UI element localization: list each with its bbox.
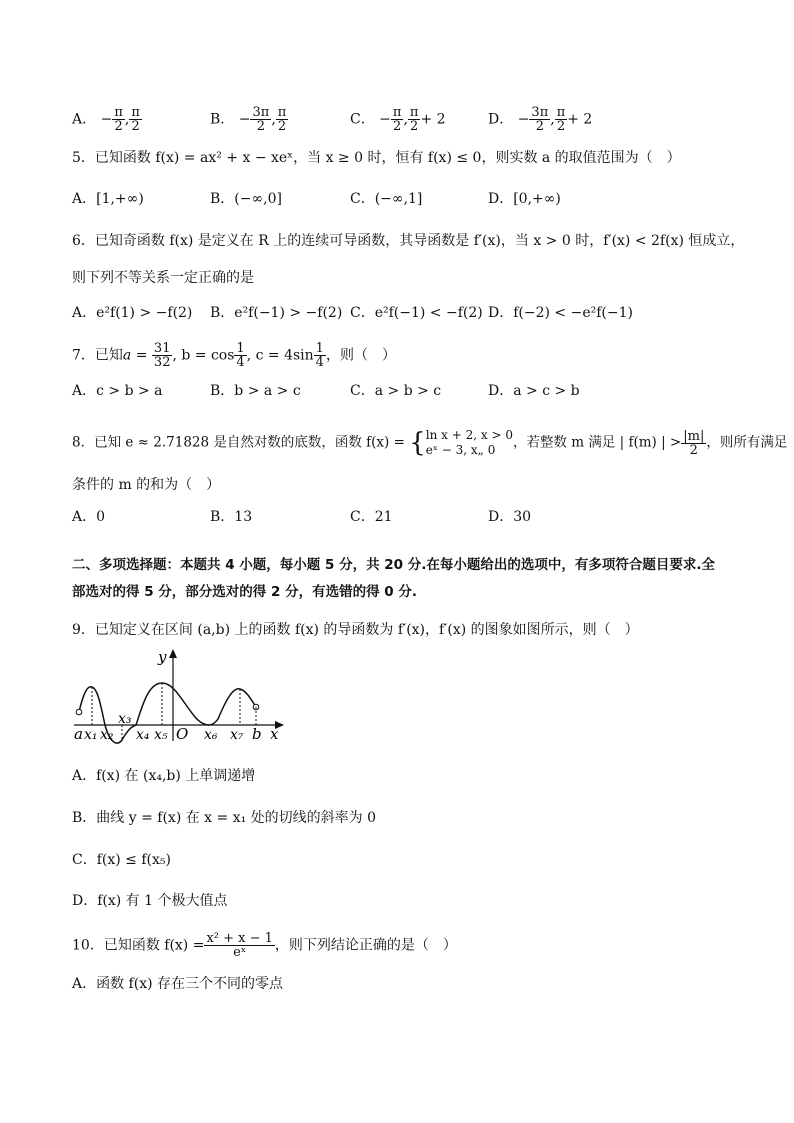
q4-option-a: A． − $\frac{\pi}{2}$ , $\frac{\pi}{2}$ — [72, 105, 140, 134]
q9-option-b: B．曲线 y = f(x) 在 x = x₁ 处的切线的斜率为 0 — [72, 810, 377, 826]
q10-option-a: A．函数 f(x) 存在三个不同的零点 — [72, 976, 284, 992]
q4-option-b: B． − $\frac{3\pi}{2}$ , $\frac{\pi}{2}$ — [210, 105, 287, 134]
label-x7: x₇ — [230, 727, 244, 743]
label-x6: x₆ — [204, 727, 218, 743]
q6-option-b: B．e²f(−1) > −f(2) — [210, 305, 343, 321]
label-x4: x₄ — [136, 727, 150, 743]
q8-option-a: A．0 — [72, 509, 106, 525]
q7-stem: 7．已知a = $\frac{31}{32}$ , b = cos $\frac{1}{4}$ , c = 4sin $\frac{1}{4}$ ，则（ ） — [72, 341, 396, 370]
label-a: a — [74, 725, 83, 743]
q9-derivative-graph — [70, 645, 290, 745]
q6-stem-line2: 则下列不等关系一定正确的是 — [72, 270, 254, 286]
section2-heading-line1: 二、多项选择题：本题共 4 小题，每小题 5 分，共 20 分.在每小题给出的选项中，有多项符合题目要求.全 — [72, 557, 716, 573]
q6-stem-line1: 6．已知奇函数 f(x) 是定义在 R 上的连续可导函数，其导函数是 f′(x)，当 x > 0 时，f′(x) < 2f(x) 恒成立， — [72, 233, 745, 249]
q5-option-b: B．(−∞,0] — [210, 191, 282, 207]
q4-option-c: C． − $\frac{\pi}{2}$ , $\frac{\pi}{2}$ + 2 — [350, 105, 446, 134]
q5-stem: 5．已知函数 f(x) = ax² + x − xeˣ，当 x ≥ 0 时，恒有 f(x) ≤ 0，则实数 a 的取值范围为（ ） — [72, 150, 681, 166]
section2-heading-line2: 部选对的得 5 分，部分选对的得 2 分，有选错的得 0 分. — [72, 584, 418, 600]
q7-option-b: B．b > a > c — [210, 383, 301, 399]
q5-option-d: D．[0,+∞) — [488, 191, 561, 207]
q8-option-d: D．30 — [488, 509, 532, 525]
q9-option-d: D．f(x) 有 1 个极大值点 — [72, 893, 228, 909]
q10-stem: 10．已知函数 f(x) = $\frac{\text{x² + x − 1}}{\text{eˣ}}$ ，则下列结论正确的是（ ） — [72, 931, 457, 960]
q9-option-c: C．f(x) ≤ f(x₅) — [72, 852, 171, 868]
label-x1: x₁ — [84, 727, 98, 743]
q6-option-a: A．e²f(1) > −f(2) — [72, 305, 193, 321]
q6-option-d: D．f(−2) < −e²f(−1) — [488, 305, 633, 321]
y-axis-arrow — [169, 649, 177, 658]
q7-option-a: A．c > b > a — [72, 383, 163, 399]
label-origin: O — [176, 725, 189, 743]
q8-option-c: C．21 — [350, 509, 393, 525]
label-x5: x₅ — [154, 727, 168, 743]
label-x2: x₂ — [100, 727, 114, 743]
label-x3: x₃ — [118, 711, 132, 727]
q9-stem: 9．已知定义在区间 (a,b) 上的函数 f(x) 的导函数为 f′(x)，f′(x) 的图象如图所示，则（ ） — [72, 622, 639, 638]
q5-option-c: C．(−∞,1] — [350, 191, 423, 207]
q5-option-a: A．[1,+∞) — [72, 191, 144, 207]
q9-option-a: A．f(x) 在 (x₄,b) 上单调递增 — [72, 768, 256, 784]
label-y: y — [158, 648, 167, 666]
q4-option-d: D． − $\frac{3\pi}{2}$ , $\frac{\pi}{2}$ + 2 — [488, 105, 593, 134]
q7-option-c: C．a > b > c — [350, 383, 442, 399]
q7-option-d: D．a > c > b — [488, 383, 580, 399]
q8-option-b: B．13 — [210, 509, 253, 525]
q6-option-c: C．e²f(−1) < −f(2) — [350, 305, 483, 321]
q8-stem: 8．已知 e ≈ 2.71828 是自然对数的底数，函数 f(x) = { ln x + 2, x > 0 eˣ − 3, x„ 0 ，若整数 m 满足 | f(m) | > $\frac{|m|}{2}$ ，则所有满足 — [72, 428, 788, 458]
label-x: x — [270, 725, 279, 743]
q8-stem-line2: 条件的 m 的和为（ ） — [72, 477, 221, 493]
label-b: b — [252, 725, 262, 743]
